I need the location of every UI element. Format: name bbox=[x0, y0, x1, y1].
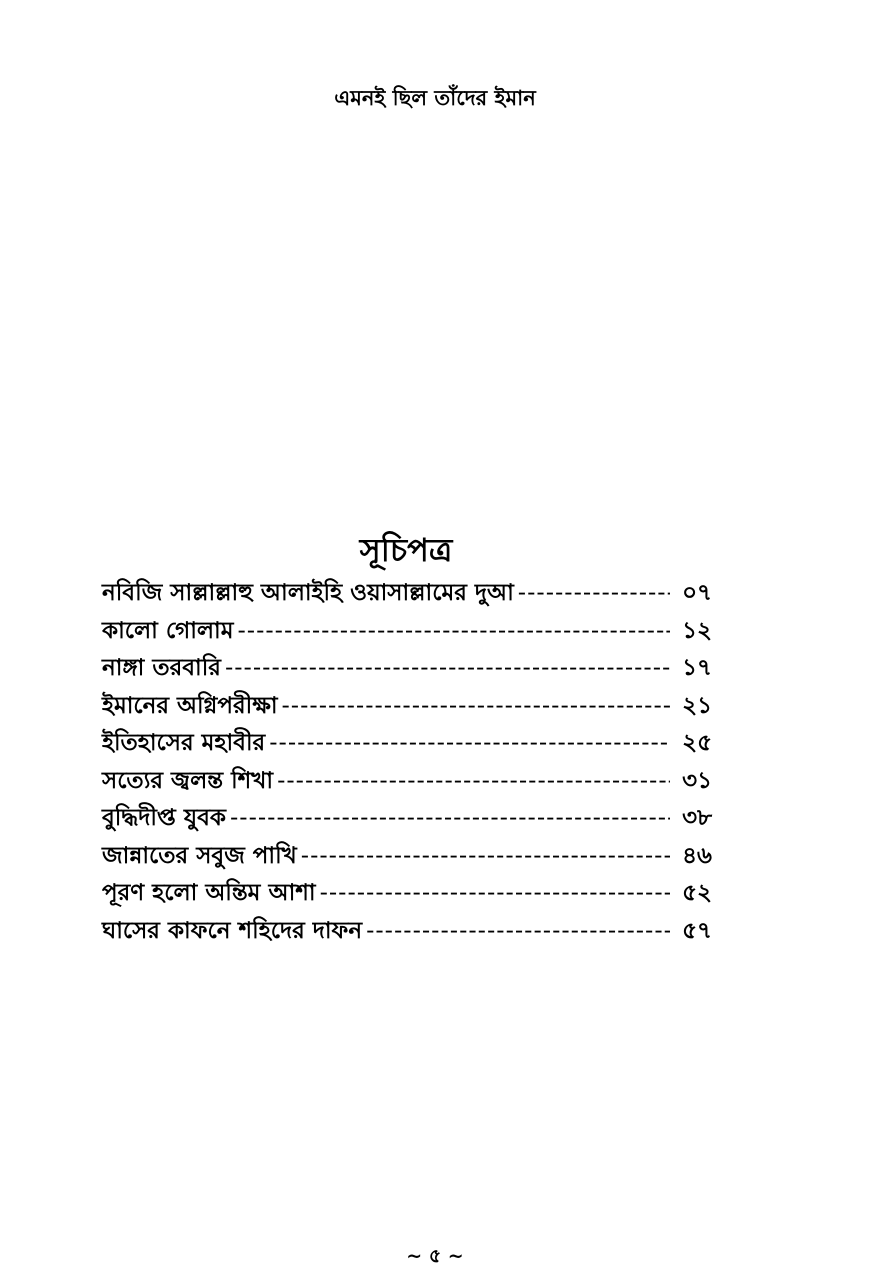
toc-entry-title: ইতিহাসের মহাবীর bbox=[102, 730, 266, 756]
dot-leader bbox=[277, 768, 670, 794]
toc-entry[interactable] bbox=[102, 687, 712, 725]
toc-entry-title: কালো গোলাম bbox=[102, 617, 234, 644]
toc-entry-page: ৪৬ bbox=[682, 842, 712, 869]
dot-leader bbox=[320, 880, 670, 906]
running-header: এমনই ছিল তাঁদের ইমান bbox=[334, 86, 536, 110]
toc-entry-page: ২১ bbox=[682, 692, 712, 719]
toc-entry-title: নাঙ্গা তরবারি bbox=[102, 655, 221, 681]
toc-entry-title: সত্যের জ্বলন্ত শিখা bbox=[102, 767, 274, 794]
toc-entry[interactable] bbox=[102, 874, 712, 912]
toc-entry[interactable] bbox=[102, 574, 712, 612]
toc-entry[interactable] bbox=[102, 799, 712, 837]
dot-leader bbox=[366, 918, 670, 944]
toc-entry[interactable] bbox=[102, 912, 712, 950]
toc-entry[interactable] bbox=[102, 762, 712, 800]
toc-entry[interactable] bbox=[102, 649, 712, 687]
toc-entry-page: ৫২ bbox=[682, 880, 712, 906]
toc-entry-title: ঘাসের কাফনে শহিদের দাফন bbox=[102, 917, 363, 944]
dot-leader bbox=[518, 580, 670, 606]
toc-entry[interactable] bbox=[102, 837, 712, 875]
toc-entry-title: ইমানের অগ্নিপরীক্ষা bbox=[102, 692, 278, 719]
toc-entry[interactable] bbox=[102, 612, 712, 650]
toc-entry-page: ৫৭ bbox=[682, 917, 712, 944]
dot-leader bbox=[301, 843, 670, 869]
toc-title: সূচিপত্র bbox=[359, 531, 453, 569]
dot-leader bbox=[282, 693, 671, 719]
toc-entry-title: নবিজি সাল্লাল্লাহু আলাইহি ওয়াসাল্লামের দুআ bbox=[102, 580, 514, 606]
toc-entry-page: ০৭ bbox=[682, 580, 712, 606]
toc-entry-title: জান্নাতের সবুজ পাখি bbox=[102, 842, 297, 869]
dot-leader bbox=[269, 730, 670, 756]
table-of-contents bbox=[102, 574, 712, 949]
toc-entry-page: ৩৮ bbox=[682, 805, 712, 831]
toc-entry[interactable] bbox=[102, 724, 712, 762]
dot-leader bbox=[230, 805, 670, 831]
toc-entry-page: ৩১ bbox=[682, 767, 712, 794]
toc-entry-title: বুদ্ধিদীপ্ত যুবক bbox=[102, 805, 226, 831]
dot-leader bbox=[225, 655, 670, 681]
toc-entry-title: পূরণ হলো অন্তিম আশা bbox=[102, 880, 316, 906]
toc-entry-page: ২৫ bbox=[682, 730, 712, 756]
toc-entry-page: ১৭ bbox=[682, 655, 712, 681]
toc-entry-page: ১২ bbox=[682, 617, 712, 644]
page-number: ~ ৫ ~ bbox=[406, 1245, 464, 1267]
dot-leader bbox=[237, 618, 670, 644]
